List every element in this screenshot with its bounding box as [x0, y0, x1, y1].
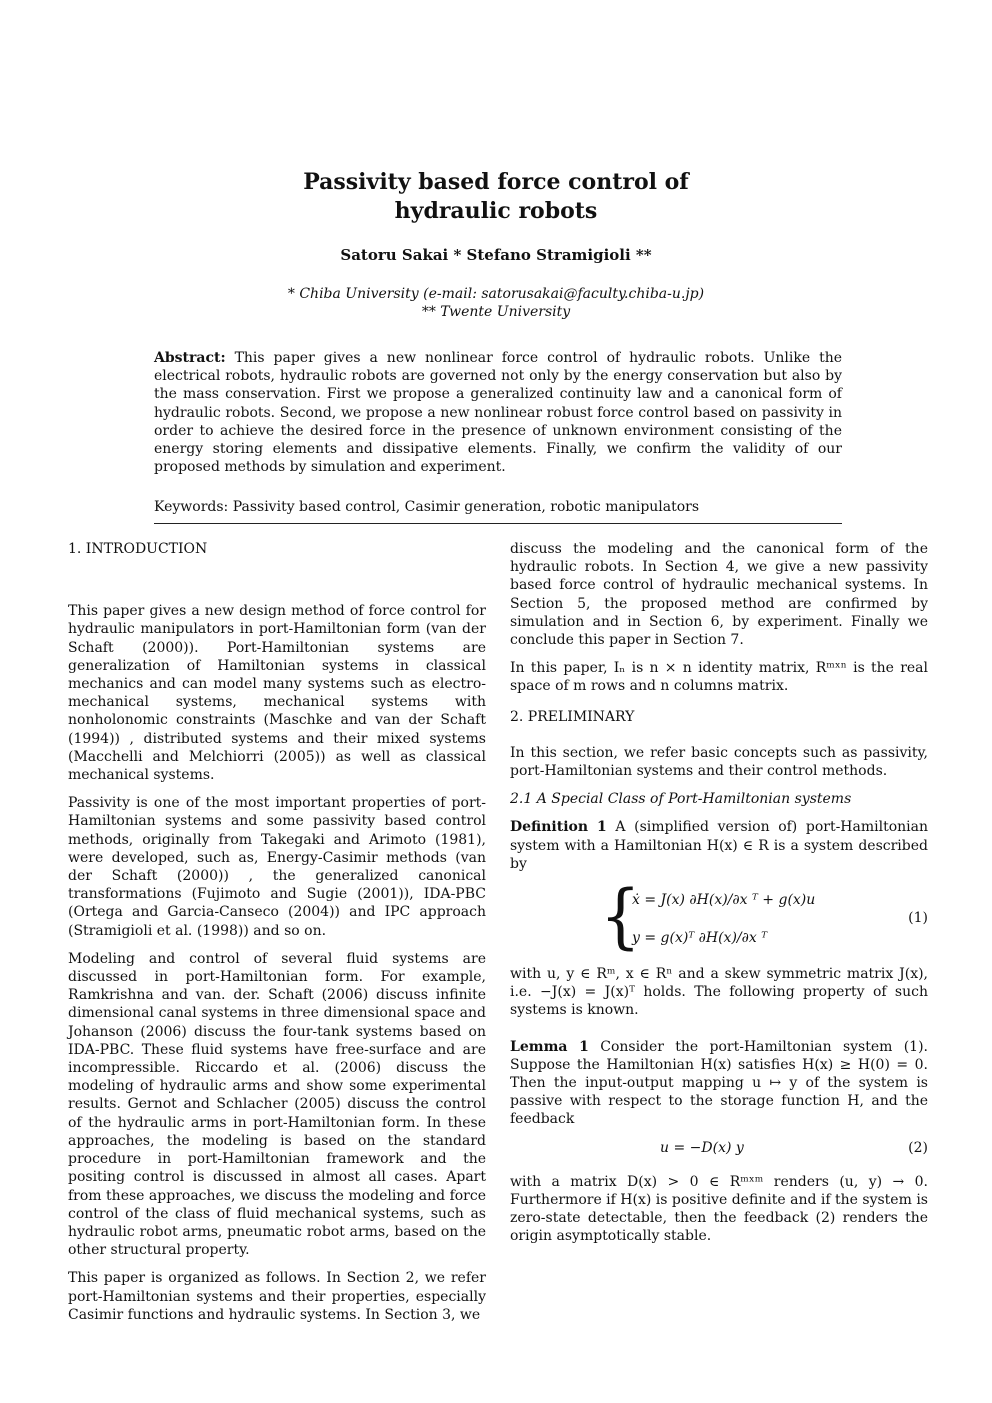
equation-1-line-2: y = g(x)ᵀ ∂H(x)/∂x ᵀ: [632, 930, 768, 947]
paragraph: with a matrix D(x) > 0 ∈ Rᵐˣᵐ renders (u, y) → 0. Furthermore if H(x) is positive definite and if the system is zero-state detectable, then the feedback (2) renders the origin asymptotically stable.: [510, 1173, 928, 1245]
title-line-2: hydraulic robots: [394, 198, 598, 224]
keywords: Keywords: Passivity based control, Casimir generation, robotic manipulators: [154, 499, 700, 515]
abstract: [154, 349, 842, 476]
abstract-label: Abstract:: [154, 350, 226, 366]
definition-label: Definition 1: [510, 819, 607, 836]
lemma: [510, 1038, 928, 1129]
affiliation-2: ** Twente University: [421, 304, 571, 320]
abstract-text: This paper gives a new nonlinear force control of hydraulic robots. Unlike the electrical robots, hydraulic robots are governed not only by the energy conservation but also by the mass conservation. First we propose a generalized continuity law and a canonical form of hydraulic robots. Second, we propose a new nonlinear robust force control based on passivity in order to achieve the desired force in the presence of unknown environment consisting of the energy storing elements and dissipative elements. Finally, we confirm the validity of our proposed methods by simulation and experiment.: [154, 350, 842, 476]
section-heading-introduction: 1. INTRODUCTION: [68, 541, 208, 557]
paragraph: In this paper, Iₙ is n × n identity matrix, Rᵐˣⁿ is the real space of m rows and n columns matrix.: [510, 660, 928, 695]
authors: Satoru Sakai * Stefano Stramigioli **: [340, 246, 652, 264]
paragraph: with u, y ∈ Rᵐ, x ∈ Rⁿ and a skew symmetric matrix J(x), i.e. −J(x) = J(x)ᵀ holds. The following property of such systems is known.: [510, 966, 928, 1019]
equation-number: (2): [908, 1139, 928, 1156]
right-column: [510, 540, 928, 1255]
section-heading-preliminary: 2. PRELIMINARY: [510, 708, 635, 725]
affiliations: [0, 285, 992, 321]
paragraph: This paper is organized as follows. In Section 2, we refer port-Hamiltonian systems and their properties, especially Casimir functions and hydraulic systems. In Section 3, we: [68, 1270, 486, 1323]
paragraph: This paper gives a new design method of force control for hydraulic manipulators in port-Hamiltonian form (van der Schaft (2000)). Port-Hamiltonian systems are generalization of Hamiltonian systems in classical mechanics and can model many systems such as electro-mechanical systems, mechanical systems with nonholonomic constraints (Maschke and van der Schaft (1994)) , distributed systems and their mixed systems (Macchelli and Melchiorri (2005)) as well as classical mechanical systems.: [68, 603, 486, 784]
lemma-text: Consider the port-Hamiltonian system (1). Suppose the Hamiltonian H(x) satisfies H(x) ≥ H(0) = 0. Then the input-output mapping u ↦ y of the system is passive with respect to the storage function H, and the feedback: [510, 1038, 929, 1128]
equation-1-line-1: ẋ = J(x) ∂H(x)/∂x ᵀ + g(x)u: [632, 892, 816, 909]
equation-number: (1): [908, 910, 928, 927]
divider: [154, 523, 842, 524]
paragraph: Modeling and control of several fluid systems are discussed in port-Hamiltonian form. For example, Ramkrishna and van. der. Schaft (2006) discuss infinite dimensional canal systems in three dimensional space and Johanson (2006) discuss the four-tank systems based on IDA-PBC. These fluid systems have free-surface and are incompressible. Riccardo et al. (2006) discuss the modeling of hydraulic arms and show some experimental results. Gernot and Schlacher (2005) discuss the control of the hydraulic arms in port-Hamiltonian form. In these approaches, the modeling is based on the standard procedure in port-Hamiltonian framework and the positing control is discussed in almost all cases. Apart from these approaches, we discuss the modeling and force control of the class of fluid mechanical systems, such as hydraulic robot arms, pneumatic robot arms, based on the other structural property.: [68, 950, 486, 1259]
paper-title: [0, 168, 992, 226]
paragraph: Passivity is one of the most important properties of port-Hamiltonian systems and some passivity based control methods, originally from Takegaki and Arimoto (1981), were developed, such as, Energy-Casimir methods (van der Schaft (2000)) , the generalized canonical transformations (Fujimoto and Sugie (2001)), IDA-PBC (Ortega and Garcia-Canseco (2004)) and IPC approach (Stramigioli et al. (1998)) and so on.: [68, 795, 486, 939]
title-line-1: Passivity based force control of: [303, 169, 689, 195]
equation-2-expression: u = −D(x) y: [660, 1139, 744, 1156]
paragraph: In this section, we refer basic concepts such as passivity, port-Hamiltonian systems and their control methods.: [510, 744, 928, 780]
brace-symbol: {: [600, 876, 641, 958]
lemma-label: Lemma 1: [510, 1038, 589, 1055]
definition: [510, 818, 928, 873]
subsection-heading: 2.1 A Special Class of Port-Hamiltonian systems: [510, 791, 852, 808]
paragraph: discuss the modeling and the canonical form of the hydraulic robots. In Section 4, we give a new passivity based force control of hydraulic mechanical systems. In Section 5, the proposed method are confirmed by simulation and in Section 6, by experiment. Finally we conclude this paper in Section 7.: [510, 541, 928, 649]
left-column: [68, 540, 486, 1334]
equation-2: [510, 1139, 928, 1161]
equation-1: [510, 876, 928, 959]
affiliation-1: * Chiba University (e-mail: satorusakai@faculty.chiba-u.jp): [287, 286, 705, 302]
definition-text: A (simplified version of) port-Hamiltonian system with a Hamiltonian H(x) ∈ R is a system described by: [510, 819, 929, 872]
